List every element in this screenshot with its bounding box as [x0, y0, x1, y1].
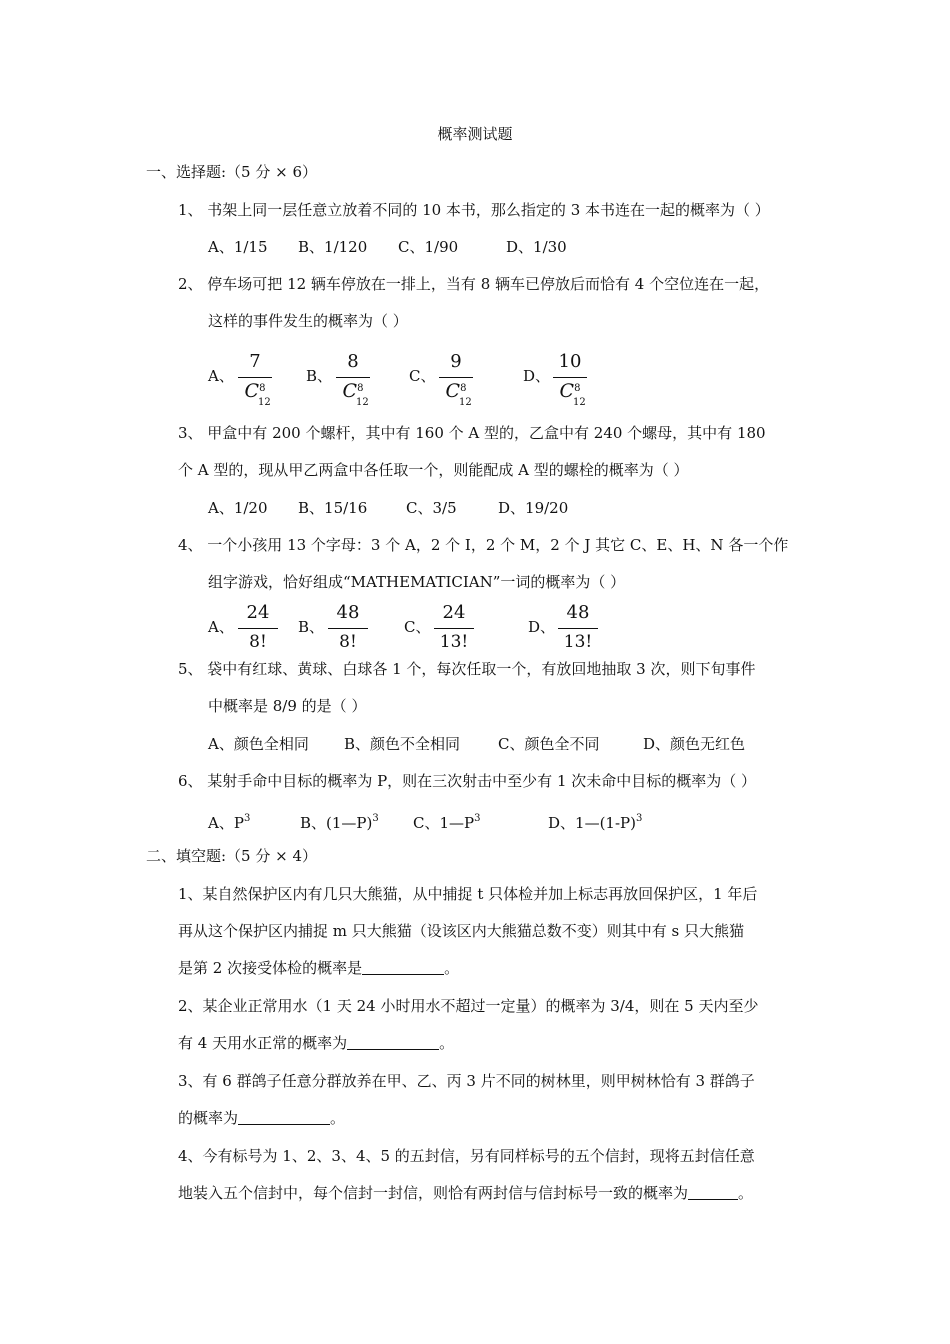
- section-heading-fill: 二、填空题:（5 分 × 4）: [146, 847, 318, 865]
- fill-4-line-1: 4、今有标号为 1、2、3、4、5 的五封信，另有同样标号的五个信封，现将五封信任意: [178, 1147, 755, 1165]
- subscript: 12: [258, 397, 271, 408]
- option-label: B、: [306, 367, 333, 385]
- option-label: C、: [404, 618, 431, 636]
- option-a: A、1/20: [208, 499, 268, 517]
- denominator: 13!: [563, 632, 593, 652]
- fraction-bar: [238, 377, 272, 378]
- question-2-line-1: 2、 停车场可把 12 辆车停放在一排上，当有 8 辆车已停放后而恰有 4 个空位连在一起，: [178, 275, 770, 293]
- option-c: C、3/5: [406, 499, 457, 517]
- question-2-line-2: 这样的事件发生的概率为（ ）: [208, 312, 408, 330]
- page-title: 概率测试题: [437, 125, 513, 143]
- answer-blank: [238, 1110, 330, 1125]
- fill-1-line-2: 再从这个保护区内捕捉 m 只大熊猫（设该区内大熊猫总数不变）则其中有 s 只大熊猫: [178, 922, 744, 940]
- question-4-line-2: 组字游戏，恰好组成“MATHEMATICIAN”一词的概率为（ ）: [208, 573, 626, 591]
- option-c: C、1/90: [398, 238, 459, 256]
- numerator: 48: [336, 602, 360, 623]
- fraction-bar: [328, 628, 368, 629]
- question-3-line-2: 个 A 型的，现从甲乙两盒中各任取一个，则能配成 A 型的螺栓的概率为（ ）: [178, 461, 689, 479]
- option-d: D、$1—(1-P)^3$: [548, 813, 643, 832]
- option-d: D、颜色无红色: [643, 735, 746, 753]
- option-label: D、: [528, 618, 556, 636]
- fill-3-line-2: 的概率为 。: [178, 1109, 346, 1127]
- fill-2-line-2: 有 4 天用水正常的概率为 。: [178, 1034, 455, 1052]
- numerator: 24: [246, 602, 270, 623]
- numerator: 10: [558, 351, 582, 372]
- fill-1-line-1: 1、某自然保护区内有几只大熊猫，从中捕捉 t 只体检并加上标志再放回保护区，1 年后: [178, 885, 758, 903]
- fill-2-line-1: 2、某企业正常用水（1 天 24 小时用水不超过一定量）的概率为 3/4，则在 5 天内至少: [178, 997, 759, 1015]
- numerator: 8: [347, 351, 359, 372]
- denominator: $C^8$: [342, 380, 364, 402]
- numerator: 48: [566, 602, 590, 623]
- answer-blank: [688, 1185, 738, 1200]
- fraction-bar: [336, 377, 370, 378]
- option-c: C、颜色全不同: [498, 735, 600, 753]
- answer-blank: [362, 960, 444, 975]
- option-label: B、: [298, 618, 325, 636]
- option-a: A、颜色全相同: [208, 735, 309, 753]
- fraction-bar: [238, 628, 278, 629]
- denominator: 8!: [249, 632, 267, 652]
- denominator: $C^8$: [244, 380, 266, 402]
- fill-1-line-3: 是第 2 次接受体检的概率是 。: [178, 959, 460, 977]
- numerator: 9: [450, 351, 462, 372]
- option-a: A、$P^3$: [208, 813, 251, 832]
- fraction-bar: [558, 628, 598, 629]
- denominator: 13!: [439, 632, 469, 652]
- section-heading-choice: 一、选择题:（5 分 × 6）: [146, 163, 318, 181]
- option-label: A、: [208, 367, 234, 385]
- option-label: C、: [409, 367, 436, 385]
- numerator: 24: [442, 602, 466, 623]
- denominator: $C^8$: [559, 380, 581, 402]
- subscript: 12: [573, 397, 586, 408]
- option-d: D、19/20: [498, 499, 569, 517]
- question-3-line-1: 3、 甲盒中有 200 个螺杆，其中有 160 个 A 型的，乙盒中有 240 个螺母，其中有 180: [178, 424, 766, 442]
- question-4-line-1: 4、 一个小孩用 13 个字母：3 个 A，2 个 I，2 个 M，2 个 J 其它 C、E、H、N 各一个作: [178, 536, 789, 554]
- denominator: $C^8$: [445, 380, 467, 402]
- option-b: B、15/16: [298, 499, 368, 517]
- numerator: 7: [249, 351, 261, 372]
- fraction-bar: [553, 377, 587, 378]
- option-a: A、1/15: [208, 238, 268, 256]
- fraction-bar: [434, 628, 474, 629]
- answer-blank: [347, 1035, 439, 1050]
- fill-3-line-1: 3、有 6 群鸽子任意分群放养在甲、乙、丙 3 片不同的树林里，则甲树林恰有 3 群鸽子: [178, 1072, 755, 1090]
- question-5-line-1: 5、 袋中有红球、黄球、白球各 1 个，每次任取一个，有放回地抽取 3 次，则下旬事件: [178, 660, 756, 678]
- question-5-line-2: 中概率是 8/9 的是（ ）: [208, 697, 367, 715]
- fraction-bar: [439, 377, 473, 378]
- option-b: B、1/120: [298, 238, 368, 256]
- option-d: D、1/30: [506, 238, 567, 256]
- fill-4-line-2: 地装入五个信封中，每个信封一封信，则恰有两封信与信封标号一致的概率为 。: [178, 1184, 754, 1202]
- question-1: 1、 书架上同一层任意立放着不同的 10 本书，那么指定的 3 本书连在一起的概率为（ ）: [178, 201, 770, 219]
- question-6: 6、 某射手命中目标的概率为 P，则在三次射击中至少有 1 次未命中目标的概率为（ ）: [178, 772, 757, 790]
- subscript: 12: [356, 397, 369, 408]
- option-c: C、$1—P^3$: [413, 813, 481, 832]
- denominator: 8!: [339, 632, 357, 652]
- option-b: B、(1—P)$^3$: [300, 813, 379, 832]
- option-label: A、: [208, 618, 234, 636]
- subscript: 12: [459, 397, 472, 408]
- option-b: B、颜色不全相同: [344, 735, 461, 753]
- option-label: D、: [523, 367, 551, 385]
